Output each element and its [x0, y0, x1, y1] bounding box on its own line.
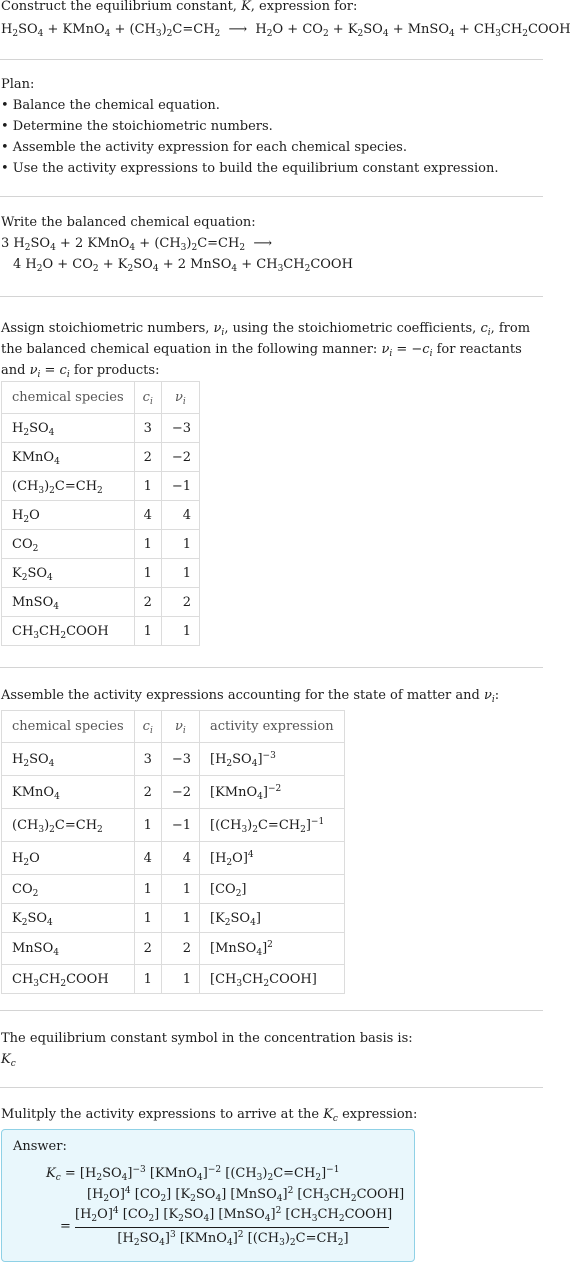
table-row: [2, 414, 200, 443]
nu-cell: 1: [161, 617, 199, 646]
table-row: [2, 530, 200, 559]
activity-cell: $[K_2SO_4]$: [200, 904, 345, 933]
species-cell: KMnO$_4$: [2, 776, 135, 809]
stoich-text-3: and $\nu_i = c_i$ for products:: [1, 363, 160, 380]
table-row: [2, 472, 200, 501]
species-cell: $CH_3CH_2COOH$: [2, 965, 135, 994]
col-header-c: $c_i$: [134, 382, 161, 414]
symbol-text: The equilibrium constant symbol in the concentration basis is:: [1, 1031, 413, 1046]
nu-cell: 1: [161, 559, 199, 588]
species-cell: $K_2SO_4$: [2, 559, 135, 588]
balanced-section: [1, 212, 353, 275]
c-cell: 2: [134, 776, 161, 809]
divider: [0, 296, 543, 297]
col-header-species: chemical species: [2, 711, 135, 743]
intro-title: Construct the equilibrium constant, K, expression for:: [1, 0, 358, 14]
activity-cell: $[CO_2]$: [200, 875, 345, 904]
col-header-nu: $\nu_i$: [161, 382, 199, 414]
species-cell: $(CH_3)_2C=CH_2$: [2, 809, 135, 842]
c-cell: 1: [134, 559, 161, 588]
col-header-activity: activity expression: [200, 711, 345, 743]
nu-cell: 1: [161, 904, 199, 933]
c-cell: 4: [134, 842, 161, 875]
plan-step: • Determine the stoichiometric numbers.: [1, 119, 273, 134]
c-cell: 1: [134, 617, 161, 646]
activity-cell: [KMnO$_4$]$^{-2}$: [200, 776, 345, 809]
nu-cell: 1: [161, 530, 199, 559]
activity-cell: $[CH_3CH_2COOH]$: [200, 965, 345, 994]
species-cell: MnSO$_4$: [2, 588, 135, 617]
stoich-table: [1, 381, 200, 646]
nu-cell: 2: [161, 588, 199, 617]
table-row: [2, 443, 200, 472]
c-cell: 4: [134, 501, 161, 530]
fraction-bar: [75, 1227, 389, 1228]
table-row: [2, 965, 345, 994]
table-header-row: [2, 711, 345, 743]
plan-step: • Assemble the activity expression for each chemical species.: [1, 140, 407, 155]
table-row: [2, 501, 200, 530]
table-row: [2, 617, 200, 646]
species-cell: $H_2SO_4$: [2, 743, 135, 776]
species-cell: $H_2O$: [2, 842, 135, 875]
species-cell: $H_2SO_4$: [2, 414, 135, 443]
divider: [0, 1087, 543, 1088]
plan-step: • Use the activity expressions to build the equilibrium constant expression.: [1, 161, 499, 176]
nu-cell: −1: [161, 809, 199, 842]
balanced-line-1: 3 $H_2SO_4 + 2$ KMnO$_4$ + $(CH_3)_2C=CH_2$ ⟶: [1, 236, 272, 253]
table-row: [2, 842, 345, 875]
species-cell: MnSO$_4$: [2, 933, 135, 965]
table-row: [2, 776, 345, 809]
nu-cell: 1: [161, 965, 199, 994]
species-cell: $CH_3CH_2COOH$: [2, 617, 135, 646]
col-header-species: chemical species: [2, 382, 135, 414]
table-row: [2, 933, 345, 965]
table-row: [2, 809, 345, 842]
nu-cell: 4: [161, 501, 199, 530]
activity-cell: $[(CH_3)_2C=CH_2]^{-1}$: [200, 809, 345, 842]
multiply-text: Mulitply the activity expressions to arrive at the $K_c$ expression:: [1, 1107, 418, 1124]
plan-heading: Plan:: [1, 77, 35, 92]
table-header-row: [2, 382, 200, 414]
species-cell: $(CH_3)_2C=CH_2$: [2, 472, 135, 501]
nu-cell: −1: [161, 472, 199, 501]
divider: [0, 59, 543, 60]
col-header-nu: $\nu_i$: [161, 711, 199, 743]
c-cell: 3: [134, 414, 161, 443]
plan-section: [1, 74, 498, 179]
divider: [0, 667, 543, 668]
c-cell: 1: [134, 875, 161, 904]
answer-equals: =: [60, 1219, 71, 1234]
answer-numerator: $[H_2O]^4$ $[CO_2]$ $[K_2SO_4]$ [MnSO$_4$]$^2$ $[CH_3CH_2COOH]$: [75, 1206, 393, 1224]
c-cell: 1: [134, 809, 161, 842]
table-row: [2, 904, 345, 933]
answer-line-1: $K_c = [H_2SO_4]^{-3}$ [KMnO$_4$]$^{-2}$ $[(CH_3)_2C=CH_2]^{-1}$: [46, 1165, 340, 1183]
nu-cell: −2: [161, 776, 199, 809]
table-row: [2, 588, 200, 617]
balanced-heading: Write the balanced chemical equation:: [1, 215, 256, 230]
table-row: [2, 743, 345, 776]
symbol-value: $K_c$: [1, 1052, 16, 1069]
nu-cell: 2: [161, 933, 199, 965]
nu-cell: 1: [161, 875, 199, 904]
nu-cell: −2: [161, 443, 199, 472]
nu-cell: −3: [161, 414, 199, 443]
species-cell: $K_2SO_4$: [2, 904, 135, 933]
col-header-c: $c_i$: [134, 711, 161, 743]
activity-cell: $[H_2SO_4]^{-3}$: [200, 743, 345, 776]
answer-box: [1, 1129, 415, 1262]
species-cell: $CO_2$: [2, 875, 135, 904]
c-cell: 3: [134, 743, 161, 776]
stoich-text-1: Assign stoichiometric numbers, $\nu_i$, using the stoichiometric coefficients, $c_i$, from: [1, 321, 531, 338]
table-row: [2, 875, 345, 904]
answer-line-2: $[H_2O]^4$ $[CO_2]$ $[K_2SO_4]$ [MnSO$_4$]$^2$ $[CH_3CH_2COOH]$: [87, 1186, 405, 1204]
symbol-section: [1, 1028, 413, 1070]
species-cell: KMnO$_4$: [2, 443, 135, 472]
c-cell: 1: [134, 904, 161, 933]
c-cell: 1: [134, 530, 161, 559]
activity-text: Assemble the activity expressions accounting for the state of matter and $\nu_i$:: [1, 688, 500, 705]
answer-label: Answer:: [13, 1139, 67, 1154]
intro-reaction: $H_2SO_4$ + KMnO$_4$ + $(CH_3)_2C=CH_2$ ⟶ $H_2O + CO_2 + K_2SO_4$ + MnSO$_4$ + $CH_3CH_2COOH$: [1, 22, 571, 39]
nu-cell: −3: [161, 743, 199, 776]
c-cell: 1: [134, 965, 161, 994]
answer-denominator: $[H_2SO_4]^3$ [KMnO$_4$]$^2$ $[(CH_3)_2C=CH_2]$: [117, 1230, 349, 1248]
divider: [0, 1010, 543, 1011]
species-cell: $CO_2$: [2, 530, 135, 559]
c-cell: 2: [134, 933, 161, 965]
plan-step: • Balance the chemical equation.: [1, 98, 220, 113]
activity-cell: $[H_2O]^4$: [200, 842, 345, 875]
c-cell: 1: [134, 472, 161, 501]
activity-cell: [MnSO$_4$]$^2$: [200, 933, 345, 965]
nu-cell: 4: [161, 842, 199, 875]
stoich-section: [1, 318, 530, 381]
stoich-text-2: the balanced chemical equation in the following manner: $\nu_i = -c_i$ for reactants: [1, 342, 522, 359]
balanced-line-2: 4 $H_2O + CO_2 + K_2SO_4 + 2$ MnSO$_4$ + $CH_3CH_2COOH$: [13, 257, 353, 274]
table-row: [2, 559, 200, 588]
species-cell: $H_2O$: [2, 501, 135, 530]
divider: [0, 196, 543, 197]
c-cell: 2: [134, 443, 161, 472]
c-cell: 2: [134, 588, 161, 617]
activity-table: [1, 710, 345, 994]
